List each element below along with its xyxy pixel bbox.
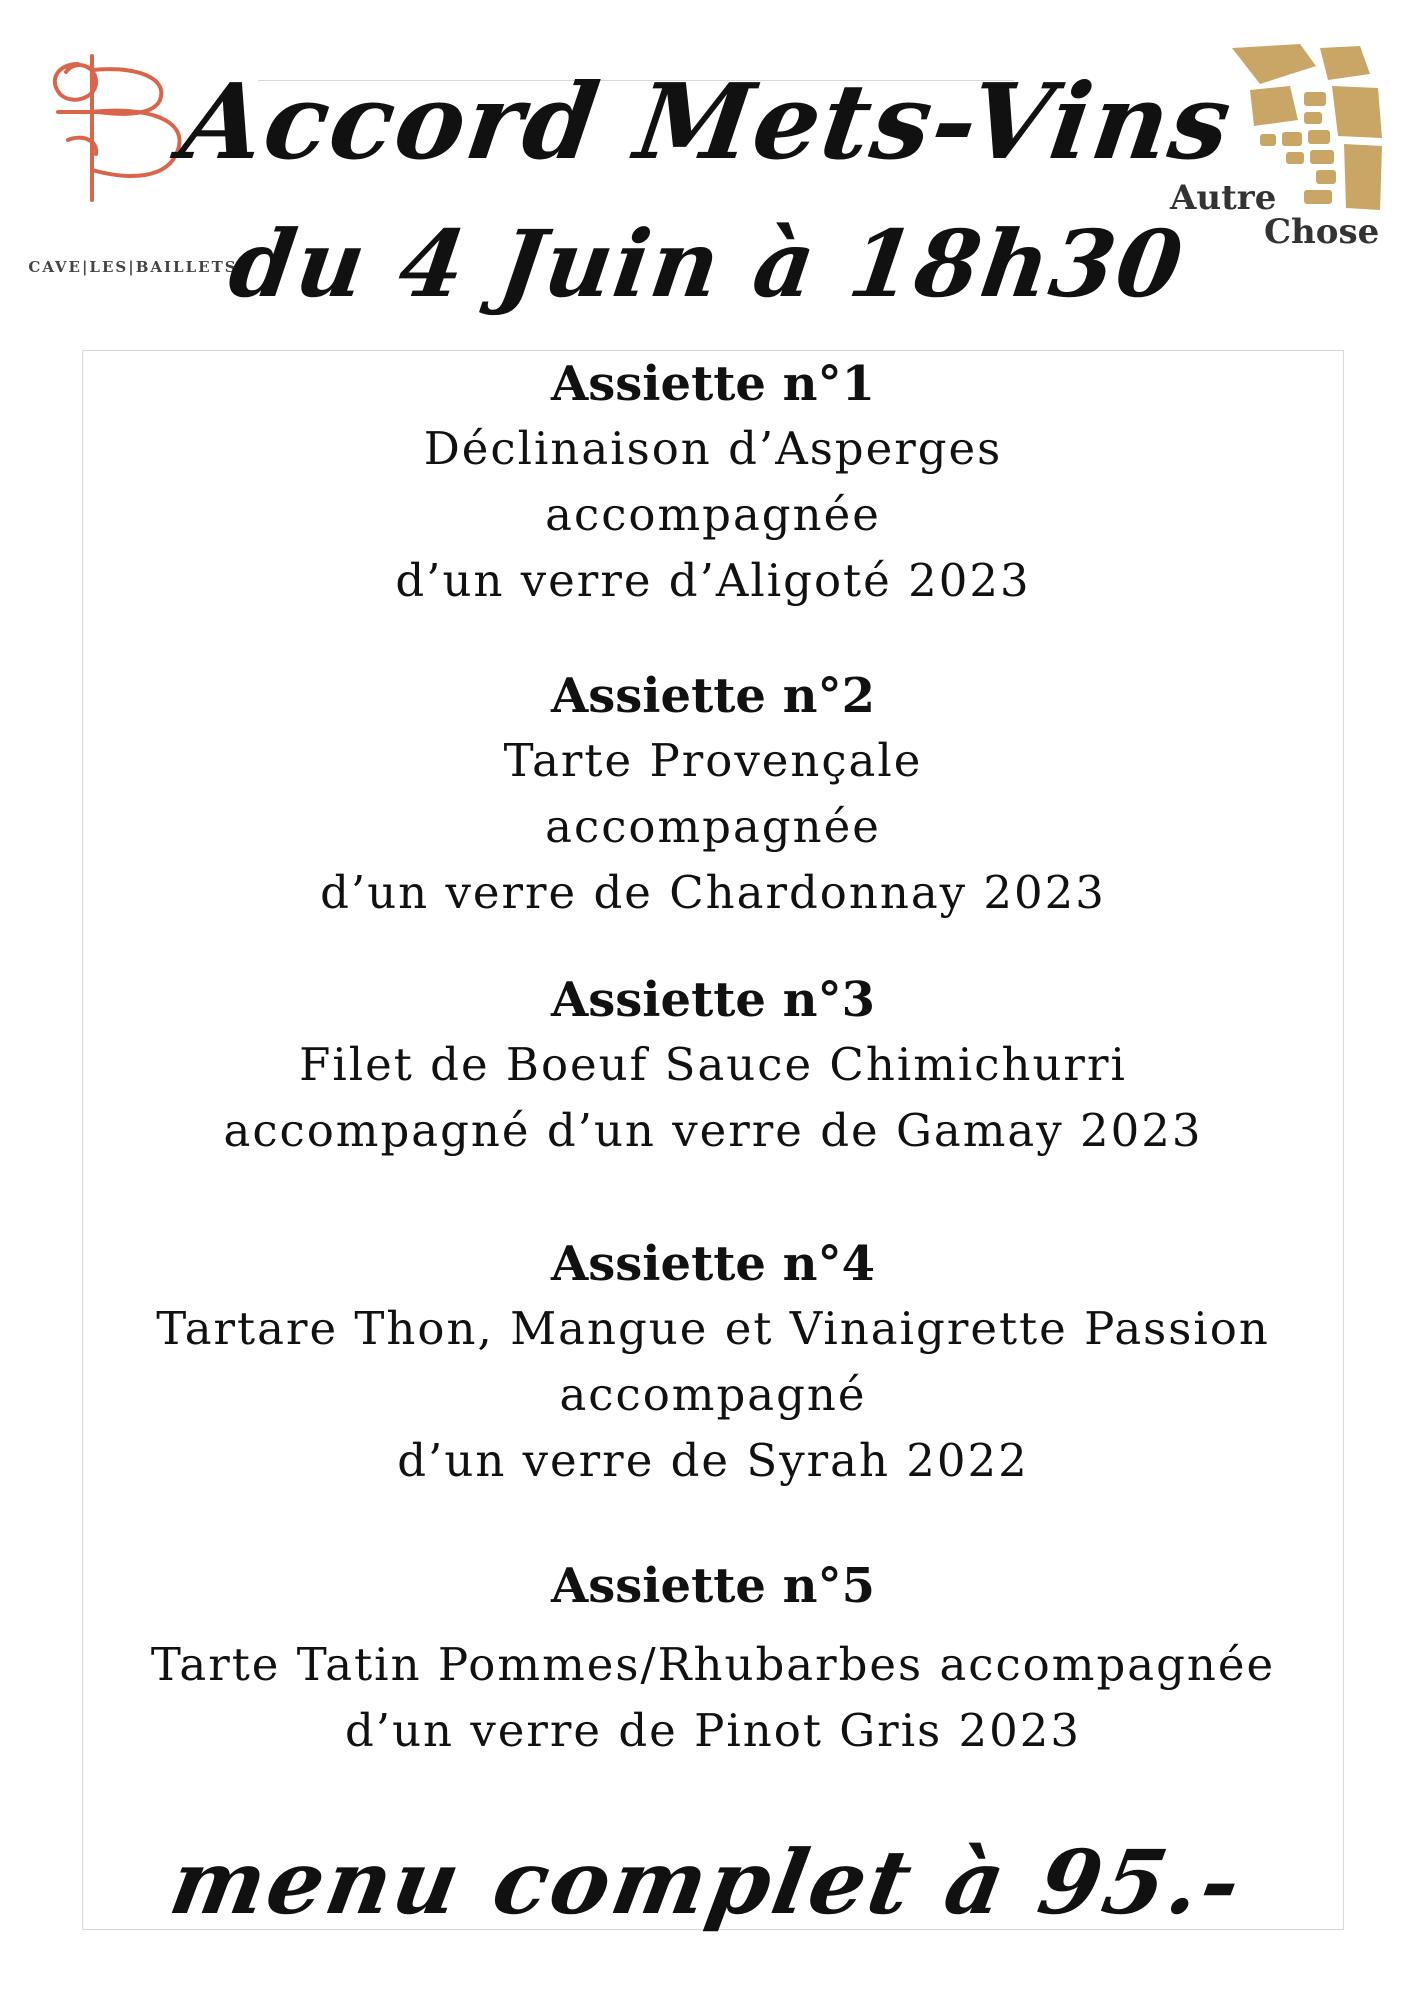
course-3 — [82, 968, 1344, 1164]
event-title: Accord Mets-Vins — [174, 60, 1240, 183]
cave-les-baillets-wordmark: CAVE|LES|BAILLETS — [28, 258, 238, 276]
course-line: Tarte Tatin Pommes/Rhubarbes accompagnée — [150, 1638, 1276, 1691]
course-1 — [82, 352, 1344, 614]
course-2 — [82, 664, 1344, 926]
course-line: accompagnée — [545, 488, 881, 541]
course-title: Assiette n°5 — [551, 1558, 875, 1614]
course-title: Assiette n°3 — [551, 972, 875, 1028]
course-line: d’un verre de Pinot Gris 2023 — [344, 1704, 1082, 1757]
course-line: d’un verre de Syrah 2022 — [397, 1434, 1029, 1487]
course-line: Filet de Boeuf Sauce Chimichurri — [299, 1038, 1127, 1091]
event-date: du 4 Juin à 18h30 — [223, 210, 1191, 318]
course-title: Assiette n°4 — [551, 1236, 875, 1292]
course-line: accompagnée — [545, 800, 881, 853]
autre-chose-word-2: Chose — [1264, 212, 1380, 252]
course-4 — [82, 1232, 1344, 1494]
menu-price: menu complet à 95.- — [163, 1830, 1251, 1934]
course-line: Tarte Provençale — [503, 734, 923, 787]
course-line: accompagné — [559, 1368, 867, 1421]
course-line: d’un verre d’Aligoté 2023 — [395, 554, 1031, 607]
course-line: accompagné d’un verre de Gamay 2023 — [223, 1104, 1203, 1157]
course-5 — [82, 1554, 1344, 1764]
course-line: d’un verre de Chardonnay 2023 — [320, 866, 1106, 919]
autre-chose-word-1: Autre — [1170, 178, 1277, 218]
course-line: Déclinaison d’Asperges — [423, 422, 1003, 475]
course-title: Assiette n°2 — [551, 668, 875, 724]
course-title: Assiette n°1 — [551, 356, 875, 412]
course-line: Tartare Thon, Mangue et Vinaigrette Passion — [156, 1302, 1270, 1355]
